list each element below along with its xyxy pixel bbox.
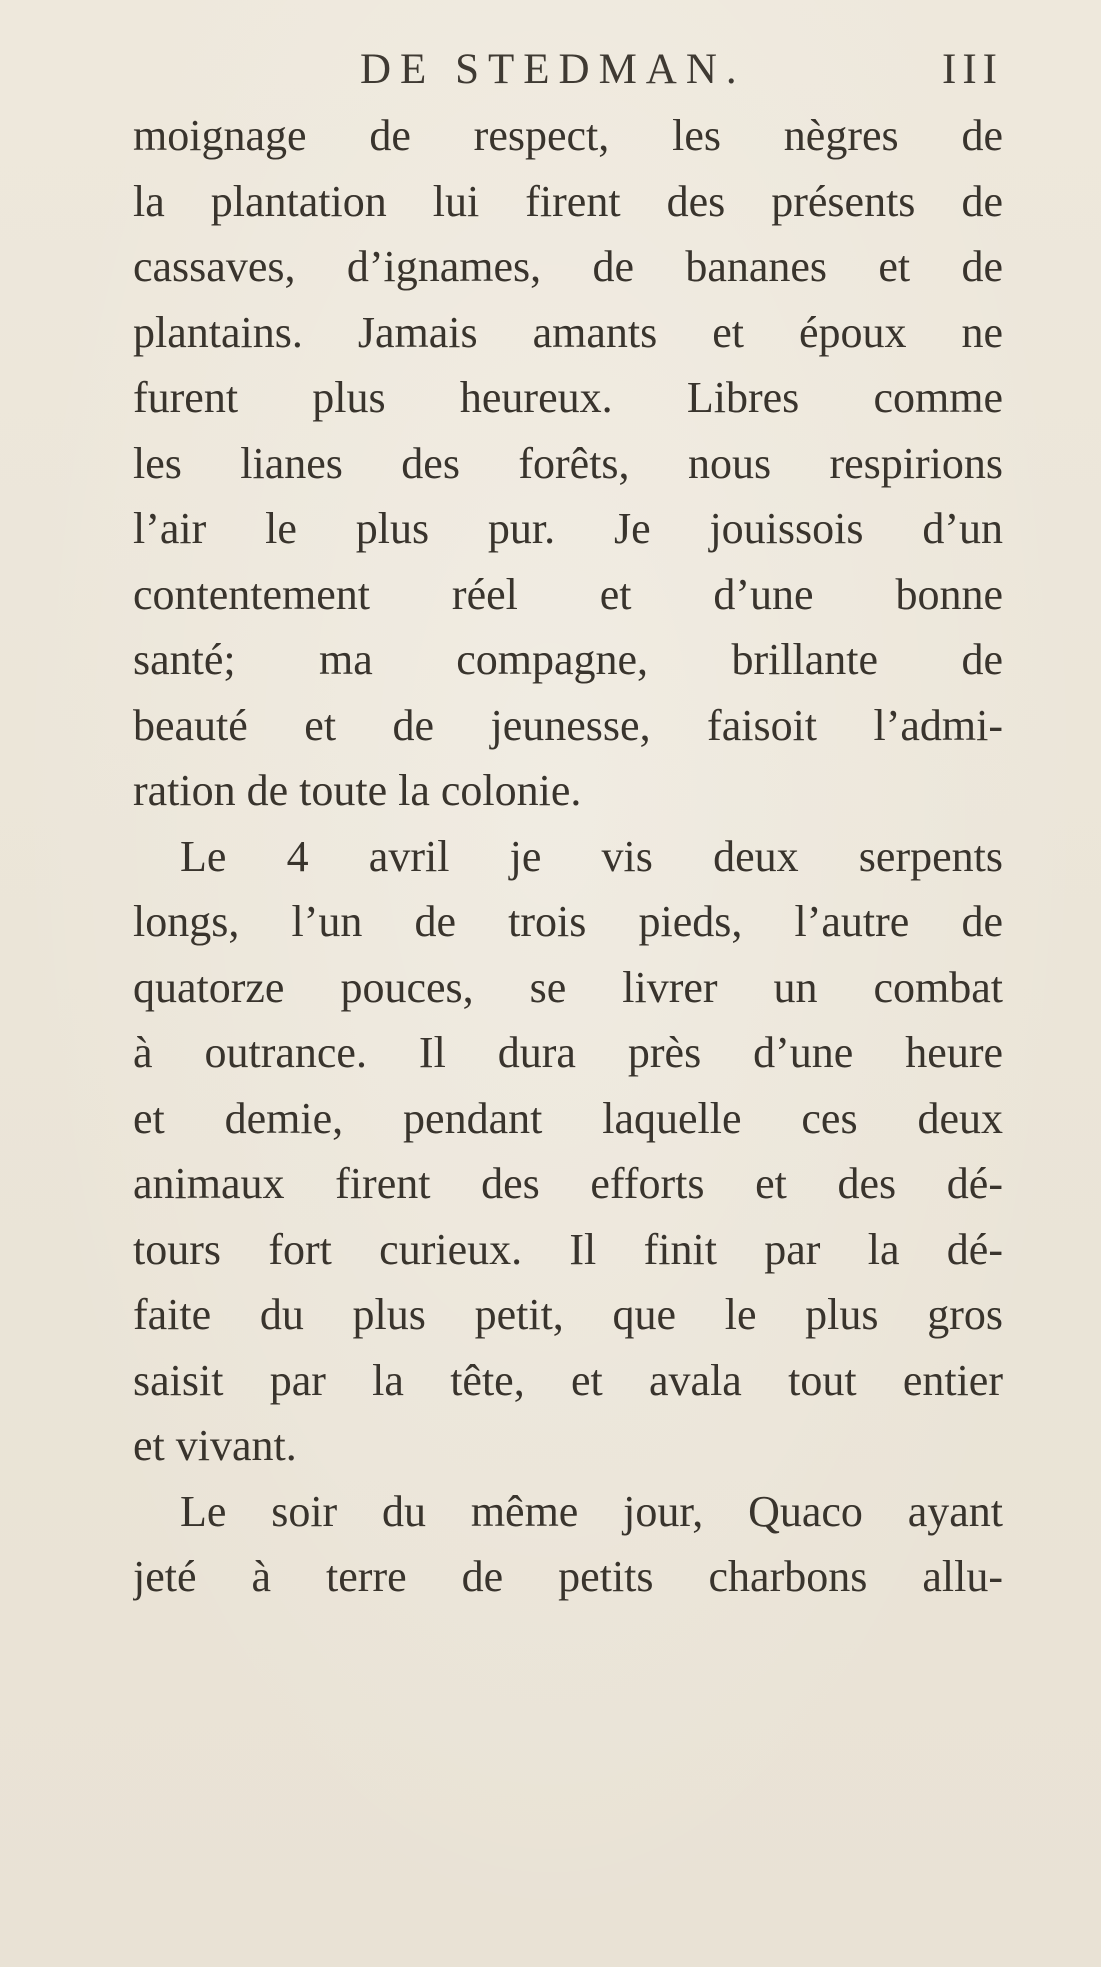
text-line-21: et vivant. xyxy=(133,1421,297,1470)
text-line-10: beauté et de jeunesse, faisoit l’admi- xyxy=(133,700,1003,750)
text-line-17: animaux firent des efforts et des dé- xyxy=(133,1159,1003,1208)
text-line-20: saisit par la tête, et avala tout entier xyxy=(133,1355,1003,1405)
body-text xyxy=(133,103,1003,1610)
text-line-4: plantains. Jamais amants et époux ne xyxy=(133,307,1003,357)
text-line-8: contentement réel et d’une bonne xyxy=(133,569,1003,619)
text-line-6: les lianes des forêts, nous respirions xyxy=(133,438,1003,488)
text-line-23: jeté à terre de petits charbons allu- xyxy=(133,1552,1003,1601)
page-header xyxy=(360,42,1003,98)
text-line-14: quatorze pouces, se livrer un combat xyxy=(133,962,1003,1012)
running-title: DE STEDMAN. xyxy=(360,46,746,93)
text-line-11: ration de toute la colonie. xyxy=(133,766,582,815)
text-line-13: longs, l’un de trois pieds, l’autre de xyxy=(133,897,1003,946)
text-line-1: moignage de respect, les nègres de xyxy=(133,111,1003,160)
text-line-22: Le soir du même jour, Quaco ayant xyxy=(180,1486,1003,1536)
page-number: III xyxy=(942,46,1003,93)
text-line-2: la plantation lui firent des présents de xyxy=(133,176,1003,226)
text-line-19: faite du plus petit, que le plus gros xyxy=(133,1290,1003,1339)
text-line-9: santé; ma compagne, brillante de xyxy=(133,635,1003,684)
text-line-3: cassaves, d’ignames, de bananes et de xyxy=(133,242,1003,291)
text-line-16: et demie, pendant laquelle ces deux xyxy=(133,1093,1003,1143)
text-line-5: furent plus heureux. Libres comme xyxy=(133,373,1003,422)
text-line-15: à outrance. Il dura près d’une heure xyxy=(133,1028,1003,1077)
text-line-7: l’air le plus pur. Je jouissois d’un xyxy=(133,504,1003,553)
text-line-18: tours fort curieux. Il finit par la dé- xyxy=(133,1224,1003,1274)
text-line-12: Le 4 avril je vis deux serpents xyxy=(180,831,1003,881)
